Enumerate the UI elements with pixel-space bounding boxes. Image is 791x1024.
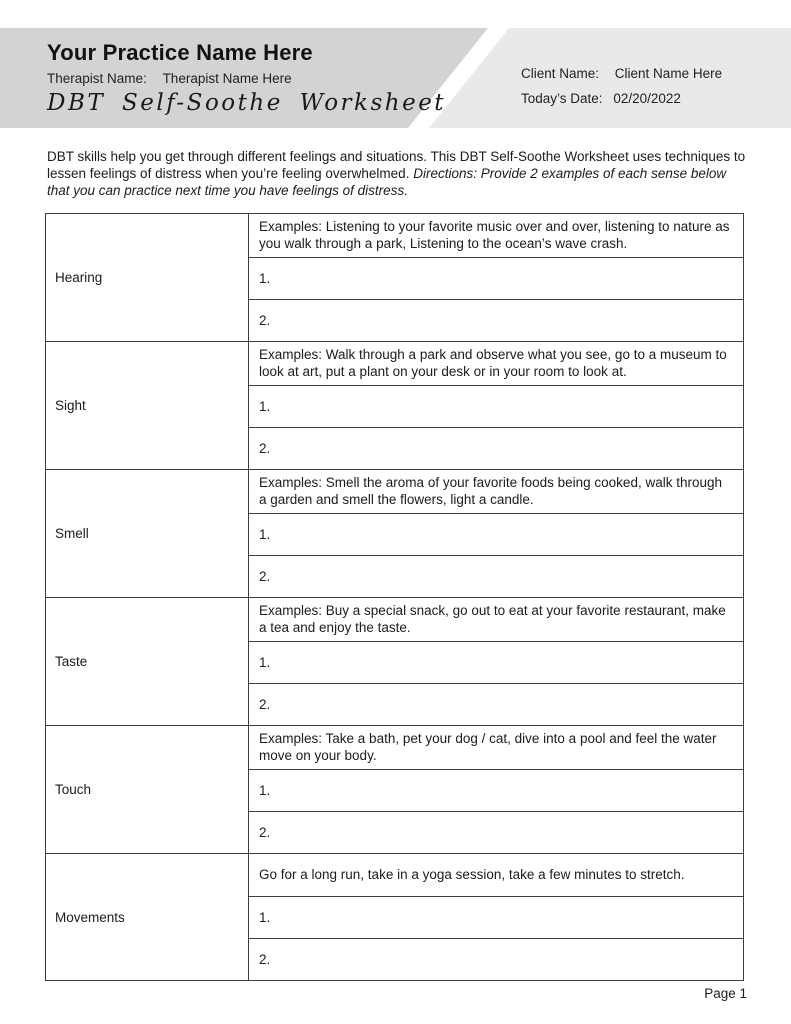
sense-label-cell: Touch — [46, 726, 249, 854]
table-row — [46, 598, 744, 642]
answer-line-1[interactable]: 1. — [249, 897, 744, 939]
intro-directions-text: Directions: Provide 2 examples of each sense below that you can practice next time you have feelings of distress. — [47, 165, 727, 198]
answer-line-1[interactable]: 1. — [249, 514, 744, 556]
answer-line-2[interactable]: 2. — [249, 939, 744, 981]
example-cell: Examples: Buy a special snack, go out to eat at your favorite restaurant, make a tea and enjoy the taste. — [249, 598, 744, 642]
answer-line-1[interactable]: 1. — [249, 386, 744, 428]
practice-name-title: Your Practice Name Here — [47, 40, 313, 65]
answer-line-1[interactable]: 1. — [249, 770, 744, 812]
page-number: Page 1 — [704, 986, 747, 1001]
senses-table — [45, 213, 744, 981]
answer-line-2[interactable]: 2. — [249, 556, 744, 598]
client-name-value: Client Name Here — [614, 66, 723, 81]
sense-label-cell: Taste — [46, 598, 249, 726]
header-right-text-block — [521, 66, 722, 116]
example-cell: Examples: Take a bath, pet your dog / cat, dive into a pool and feel the water move on your body. — [249, 726, 744, 770]
answer-line-2[interactable]: 2. — [249, 684, 744, 726]
answer-line-2[interactable]: 2. — [249, 428, 744, 470]
example-cell: Examples: Listening to your favorite music over and over, listening to nature as you walk through a park, Listening to the ocean’s wave crash. — [249, 214, 744, 258]
answer-line-1[interactable]: 1. — [249, 642, 744, 684]
header-banner — [0, 28, 791, 128]
table-row — [46, 342, 744, 386]
therapist-name-line — [47, 71, 446, 86]
table-row — [46, 214, 744, 258]
table-row — [46, 470, 744, 514]
date-line — [521, 91, 722, 106]
intro-paragraph — [47, 149, 748, 200]
client-name-line — [521, 66, 722, 81]
header-left-text-block — [47, 40, 446, 116]
date-value: 02/20/2022 — [613, 91, 681, 106]
client-name-label: Client Name: — [521, 66, 600, 81]
example-cell: Go for a long run, take in a yoga session, take a few minutes to stretch. — [249, 854, 744, 897]
therapist-name-value: Therapist Name Here — [162, 71, 292, 86]
intro-text: DBT skills help you get through different feelings and situations. This DBT Self-Soothe Worksheet uses techniques to lessen feelings of distress when you’re feeling overwhelmed. — [47, 149, 746, 181]
sense-label-cell: Hearing — [46, 214, 249, 342]
answer-line-2[interactable]: 2. — [249, 300, 744, 342]
answer-line-2[interactable]: 2. — [249, 812, 744, 854]
therapist-name-label: Therapist Name: — [47, 71, 147, 86]
table-row — [46, 854, 744, 897]
example-cell: Examples: Walk through a park and observe what you see, go to a museum to look at art, put a plant on your desk or in your room to look at. — [249, 342, 744, 386]
table-row — [46, 726, 744, 770]
worksheet-title: DBT Self-Soothe Worksheet — [47, 90, 447, 116]
sense-label-cell: Sight — [46, 342, 249, 470]
sense-label-cell: Movements — [46, 854, 249, 981]
example-cell: Examples: Smell the aroma of your favorite foods being cooked, walk through a garden and smell the flowers, light a candle. — [249, 470, 744, 514]
answer-line-1[interactable]: 1. — [249, 258, 744, 300]
date-label: Today’s Date: — [521, 91, 603, 106]
sense-label-cell: Smell — [46, 470, 249, 598]
